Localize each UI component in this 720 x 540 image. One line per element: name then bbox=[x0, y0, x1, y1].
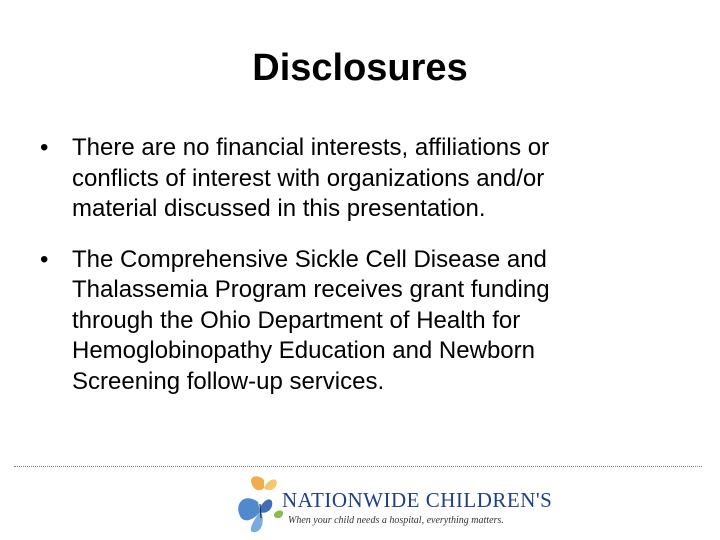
bullet-text: There are no financial interests, affiliations or conflicts of interest with organizations and/or material discussed in this presentation. bbox=[72, 134, 550, 222]
bullet-text: The Comprehensive Sickle Cell Disease and Thalassemia Program receives grant funding through the Ohio Department of Health for Hemoglobinopathy Education and Newborn Screening follow-up services. bbox=[72, 245, 550, 395]
nationwide-childrens-logo bbox=[234, 474, 553, 536]
bullet-list bbox=[40, 133, 680, 417]
slide-title: Disclosures bbox=[252, 47, 468, 89]
bullet-marker: • bbox=[40, 245, 49, 273]
footer-divider bbox=[14, 466, 702, 467]
logo-wordmark: NATIONWIDE CHILDREN'S bbox=[282, 488, 553, 512]
bullet-marker: • bbox=[40, 134, 49, 161]
bullet-item-1 bbox=[40, 133, 680, 225]
logo-tagline: When your child needs a hospital, everything matters. bbox=[288, 515, 504, 526]
bullet-item-2 bbox=[40, 245, 680, 398]
